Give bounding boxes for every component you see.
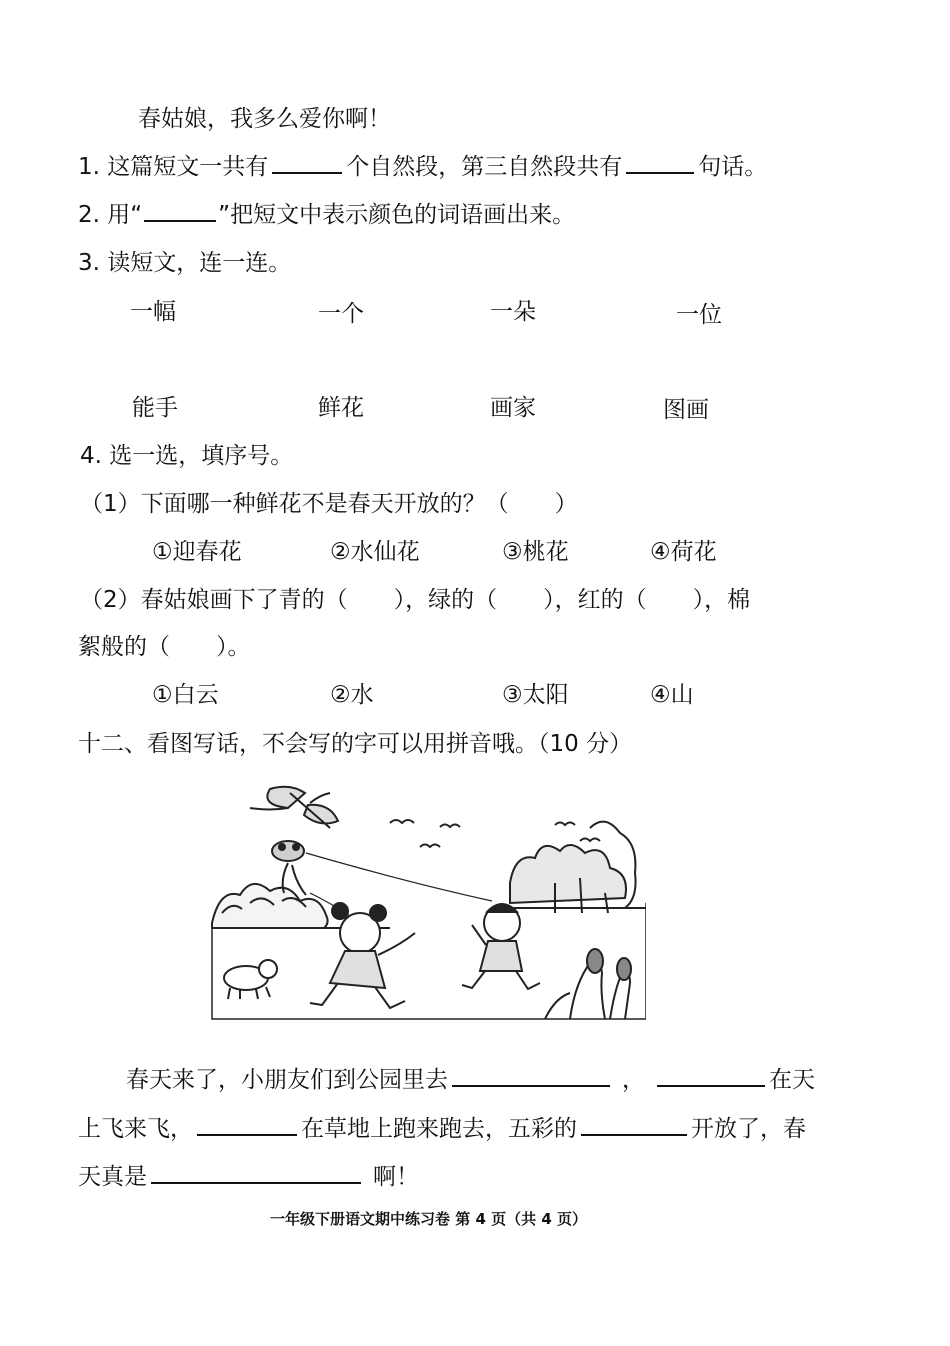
question-4-title: 4. 选一选，填序号。 [80,443,294,469]
q2-text-a: 2. 用“ [78,202,143,228]
writing-blank-5[interactable] [151,1162,361,1184]
writing-text-2c: 开放了，春 [691,1116,806,1142]
q4-2-option-4[interactable]: ④山 [650,682,694,708]
q3-top-word-1[interactable]: 一幅 [130,299,176,325]
writing-text-2b: 在草地上跑来跑去，五彩的 [301,1116,577,1142]
writing-blank-3[interactable] [197,1114,297,1136]
q4-2-option-2[interactable]: ②水 [330,682,374,708]
q1-blank-paragraph-count[interactable] [272,152,342,174]
passage-last-line: 春姑娘，我多么爱你啊！ [138,106,391,132]
q1-text-c: 句话。 [698,154,768,180]
q4-1-option-4[interactable]: ④荷花 [650,539,717,565]
q4-1-option-3[interactable]: ③桃花 [502,539,569,565]
writing-text-3b: 啊！ [373,1164,419,1190]
writing-blank-2[interactable] [657,1065,765,1087]
q3-top-word-4[interactable]: 一位 [676,302,722,328]
q4-2-option-3[interactable]: ③太阳 [502,682,569,708]
writing-line-2 [78,1114,806,1144]
writing-text-3a: 天真是 [78,1164,147,1190]
section-12-title: 十二、看图写话，不会写的字可以用拼音哦。（10 分） [78,731,633,757]
writing-line-3 [78,1162,419,1192]
writing-blank-1[interactable] [452,1065,610,1087]
question-4-sub-2-line-1: （2）春姑娘画下了青的（ ），绿的（ ），红的（ ），棉 [80,587,751,613]
q3-bottom-word-2[interactable]: 鲜花 [318,395,364,421]
question-4-sub-2-line-2: 絮般的（ ）。 [78,634,251,660]
q4-1-option-1[interactable]: ①迎春花 [152,539,242,565]
q4-1-option-2[interactable]: ②水仙花 [330,539,420,565]
writing-text-1c: 在天 [769,1067,815,1093]
q4-2-option-1[interactable]: ①白云 [152,682,219,708]
q3-bottom-word-1[interactable]: 能手 [132,395,178,421]
q2-underline-sample [144,200,216,222]
question-2 [78,200,575,230]
writing-line-1 [126,1065,815,1095]
q1-text-b: 个自然段，第三自然段共有 [346,154,623,180]
writing-text-2a: 上飞来飞， [78,1116,193,1142]
page-footer: 一年级下册语文期中练习卷 第 4 页（共 4 页） [270,1210,587,1228]
q2-text-b: ”把短文中表示颜色的词语画出来。 [218,202,576,228]
question-1 [78,152,767,182]
q1-text-a: 1. 这篇短文一共有 [78,154,269,180]
question-3-title: 3. 读短文，连一连。 [78,250,292,276]
writing-text-1b: ， [622,1067,645,1093]
writing-text-1a: 春天来了，小朋友们到公园里去 [126,1067,448,1093]
q3-top-word-2[interactable]: 一个 [318,301,364,327]
question-4-sub-1: （1）下面哪一种鲜花不是春天开放的？（ ） [80,491,578,517]
q3-top-word-3[interactable]: 一朵 [490,299,536,325]
spring-kite-illustration [210,783,646,1023]
q1-blank-sentence-count[interactable] [626,152,694,174]
writing-blank-4[interactable] [581,1114,687,1136]
q3-bottom-word-3[interactable]: 画家 [490,395,536,421]
q3-bottom-word-4[interactable]: 图画 [663,397,709,423]
